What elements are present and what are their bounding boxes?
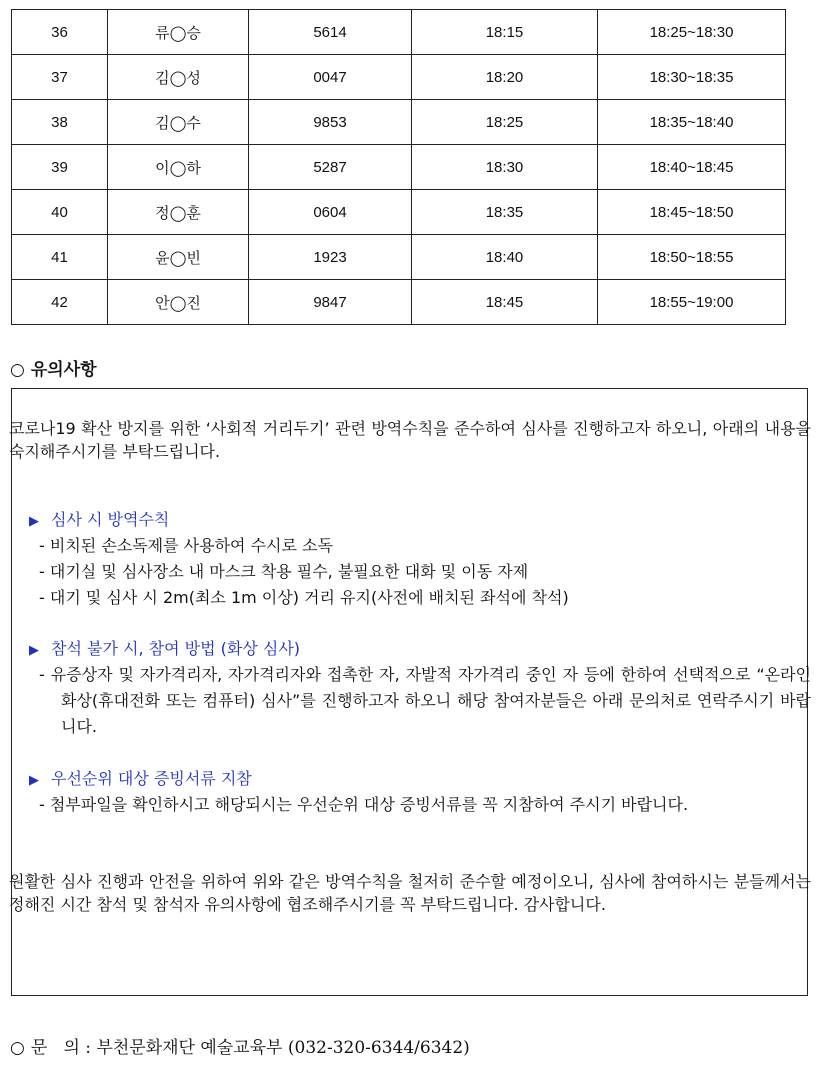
notice-item: - 유증상자 및 자가격리자, 자가격리자와 접촉한 자, 자발적 자가격리 중인 자 등에 한하여 선택적으로 “온라인 화상(휴대전화 또는 컴퓨터) 심사”를 진행하고자 하오니 해당 참여자분들은 아래 문의처로 연락주시기 바랍니다. [39, 665, 811, 736]
cell-arrival-time: 18:25 [412, 100, 598, 145]
contact-value: 부천문화재단 예술교육부 (032-320-6344/6342) [96, 1038, 470, 1058]
notice-intro: 코로나19 확산 방지를 위한 ‘사회적 거리두기’ 관련 방역수칙을 준수하여 심사를 진행하고자 하오니, 아래의 내용을 숙지해주시기를 부탁드립니다. [9, 419, 811, 461]
triangle-right-icon: ▶ [29, 514, 39, 529]
circle-bullet-icon: ○ [10, 360, 25, 380]
cell-name: 이◯하 [108, 145, 249, 190]
cell-arrival-time: 18:45 [412, 280, 598, 325]
cell-exam-time: 18:45~18:50 [598, 190, 786, 235]
cell-name: 정◯훈 [108, 190, 249, 235]
cell-exam-time: 18:25~18:30 [598, 10, 786, 55]
cell-arrival-time: 18:35 [412, 190, 598, 235]
cell-code: 9847 [249, 280, 412, 325]
notice-item: - 비치된 손소독제를 사용하여 수시로 소독 [39, 536, 333, 555]
notice-heading-label: 참석 불가 시, 참여 방법 (화상 심사) [51, 639, 301, 658]
triangle-right-icon: ▶ [29, 643, 39, 658]
contact-line [10, 1033, 470, 1058]
cell-exam-time: 18:50~18:55 [598, 235, 786, 280]
notice-item: - 대기실 및 심사장소 내 마스크 착용 필수, 불필요한 대화 및 이동 자제 [39, 562, 529, 581]
notice-heading-hygiene [29, 507, 169, 535]
table-row [12, 280, 786, 325]
cell-name: 류◯승 [108, 10, 249, 55]
cell-number: 39 [12, 145, 108, 190]
notice-item: - 대기 및 심사 시 2m(최소 1m 이상) 거리 유지(사전에 배치된 좌석에 착석) [39, 588, 569, 607]
triangle-right-icon: ▶ [29, 773, 39, 788]
table-row [12, 55, 786, 100]
table-row [12, 145, 786, 190]
notice-heading-label: 심사 시 방역수칙 [51, 510, 170, 529]
cell-arrival-time: 18:40 [412, 235, 598, 280]
table-row [12, 10, 786, 55]
circle-bullet-icon: ○ [10, 1038, 25, 1058]
table-row [12, 235, 786, 280]
notice-item: - 첨부파일을 확인하시고 해당되시는 우선순위 대상 증빙서류를 꼭 지참하여 주시기 바랍니다. [39, 795, 689, 814]
table-row [12, 100, 786, 145]
cell-name: 안◯진 [108, 280, 249, 325]
cell-code: 0047 [249, 55, 412, 100]
notice-outro: 원활한 심사 진행과 안전을 위하여 위와 같은 방역수칙을 철저히 준수할 예정이오니, 심사에 참여하시는 분들께서는 정해진 시간 참석 및 참석자 유의사항에 협조해주시기를 꼭 부탁드립니다. 감사합니다. [9, 872, 811, 914]
schedule-body [12, 10, 786, 325]
cell-code: 9853 [249, 100, 412, 145]
notice-title: 유의사항 [30, 360, 97, 380]
cell-number: 37 [12, 55, 108, 100]
cell-code: 5287 [249, 145, 412, 190]
cell-arrival-time: 18:15 [412, 10, 598, 55]
cell-number: 38 [12, 100, 108, 145]
schedule-table [11, 9, 786, 325]
cell-number: 41 [12, 235, 108, 280]
table-row [12, 190, 786, 235]
cell-number: 40 [12, 190, 108, 235]
cell-name: 김◯수 [108, 100, 249, 145]
cell-exam-time: 18:35~18:40 [598, 100, 786, 145]
cell-name: 김◯성 [108, 55, 249, 100]
cell-name: 윤◯빈 [108, 235, 249, 280]
cell-exam-time: 18:55~19:00 [598, 280, 786, 325]
cell-code: 0604 [249, 190, 412, 235]
notice-heading-online [29, 636, 300, 664]
cell-arrival-time: 18:30 [412, 145, 598, 190]
cell-code: 1923 [249, 235, 412, 280]
cell-number: 36 [12, 10, 108, 55]
notice-heading-label: 우선순위 대상 증빙서류 지참 [51, 769, 252, 788]
contact-label: 문 의 : [30, 1038, 97, 1058]
cell-arrival-time: 18:20 [412, 55, 598, 100]
cell-code: 5614 [249, 10, 412, 55]
cell-exam-time: 18:30~18:35 [598, 55, 786, 100]
cell-exam-time: 18:40~18:45 [598, 145, 786, 190]
notice-section-title [10, 355, 97, 380]
cell-number: 42 [12, 280, 108, 325]
notice-heading-documents [29, 766, 252, 794]
